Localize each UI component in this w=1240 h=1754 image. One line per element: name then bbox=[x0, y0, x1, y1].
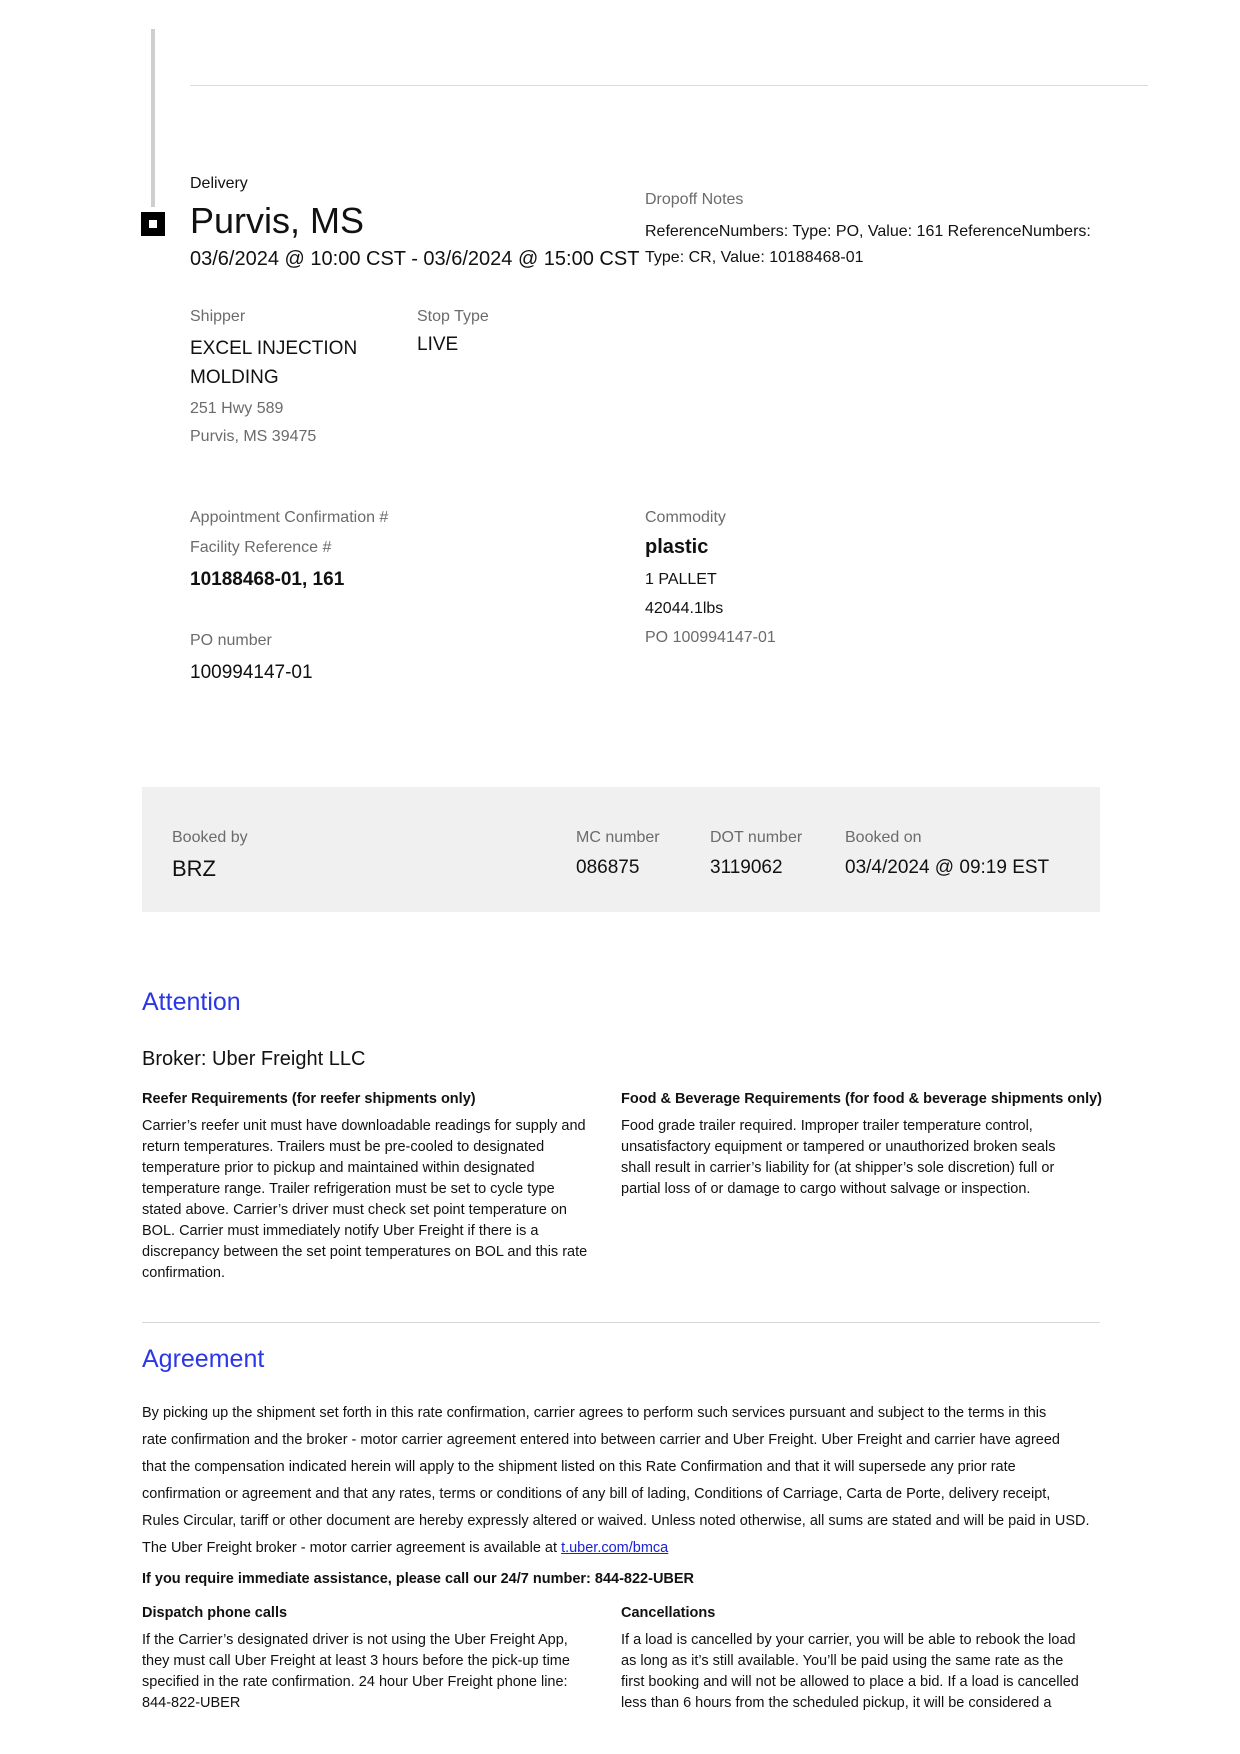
mc-number-label: MC number bbox=[576, 829, 660, 846]
agreement-line: By picking up the shipment set forth in this rate confirmation, carrier agrees to perform such services pursuant and subject to the terms in this bbox=[142, 1405, 1047, 1421]
cancellation-line: If a load is cancelled by your carrier, you will be able to rebook the load bbox=[621, 1632, 1076, 1648]
cancellations-title: Cancellations bbox=[621, 1605, 716, 1621]
stop-type-value: LIVE bbox=[417, 334, 459, 355]
stop-city: Purvis, MS bbox=[190, 200, 365, 241]
food-line: partial loss of or damage to cargo without salvage or inspection. bbox=[621, 1181, 1031, 1197]
cancellations-text bbox=[621, 1630, 1079, 1714]
stop-window: 03/6/2024 @ 10:00 CST - 03/6/2024 @ 15:00 CST bbox=[190, 248, 640, 270]
top-divider bbox=[190, 85, 1148, 86]
dropoff-notes bbox=[645, 219, 1091, 271]
reefer-line: temperature prior to pickup and maintained within designated bbox=[142, 1160, 535, 1176]
food-beverage-requirements bbox=[621, 1116, 1055, 1200]
commodity-quantity: 1 PALLET bbox=[645, 571, 717, 588]
dispatch-title: Dispatch phone calls bbox=[142, 1605, 288, 1621]
reefer-title: Reefer Requirements (for reefer shipments only) bbox=[142, 1091, 476, 1107]
shipper-name-line: EXCEL INJECTION bbox=[190, 338, 358, 359]
reefer-line: BOL. Carrier must immediately notify Uber Freight if there is a bbox=[142, 1223, 539, 1239]
po-label: PO number bbox=[190, 632, 272, 649]
reefer-line: discrepancy between the set point temperatures on BOL and this rate bbox=[142, 1244, 588, 1260]
dispatch-line: If the Carrier’s designated driver is not using the Uber Freight App, bbox=[142, 1632, 568, 1648]
shipper-label: Shipper bbox=[190, 308, 246, 325]
reefer-line: return temperatures. Trailers must be pre-cooled to designated bbox=[142, 1139, 545, 1155]
po-value: 100994147-01 bbox=[190, 662, 313, 683]
dropoff-notes-label: Dropoff Notes bbox=[645, 191, 744, 208]
food-beverage-title: Food & Beverage Requirements (for food & beverage shipments only) bbox=[621, 1091, 1102, 1107]
booked-by-value: BRZ bbox=[172, 856, 216, 881]
shipper-name-line: MOLDING bbox=[190, 367, 279, 388]
stop-type-label: Delivery bbox=[190, 175, 248, 192]
agreement-line bbox=[142, 1535, 1090, 1562]
bmca-link[interactable]: t.uber.com/bmca bbox=[561, 1540, 669, 1556]
food-line: unsatisfactory equipment or tampered or unauthorized broken seals bbox=[621, 1139, 1056, 1155]
booking-summary bbox=[142, 787, 1100, 912]
agreement-line: rate confirmation and the broker - motor carrier agreement entered into between carrier and Uber Freight. Uber Freight and carrier have agreed bbox=[142, 1432, 1060, 1448]
commodity-po: PO 100994147-01 bbox=[645, 629, 776, 646]
agreement-line: that the compensation indicated herein will apply to the shipment listed on this Rate Confirmation and that it will supersede any prior rate bbox=[142, 1459, 1016, 1475]
dropoff-notes-line: ReferenceNumbers: Type: PO, Value: 161 ReferenceNumbers: bbox=[645, 223, 1091, 240]
address-line: 251 Hwy 589 bbox=[190, 400, 284, 417]
shipper-address bbox=[190, 395, 316, 451]
cancellation-line: less than 6 hours from the scheduled pickup, it will be considered a bbox=[621, 1695, 1052, 1711]
agreement-title: Agreement bbox=[142, 1345, 265, 1373]
agreement-text bbox=[142, 1400, 1090, 1562]
reefer-line: confirmation. bbox=[142, 1265, 226, 1281]
agreement-line: Rules Circular, tariff or other document are hereby expressly altered or waived. Unless noted otherwise, all sums are stated and will be paid in USD. bbox=[142, 1513, 1090, 1529]
dispatch-line: they must call Uber Freight at least 3 hours before the pick-up time bbox=[142, 1653, 570, 1669]
cancellation-line: as long as it’s still available. You’ll be paid using the same rate as the bbox=[621, 1653, 1064, 1669]
dot-number-value: 3119062 bbox=[710, 857, 783, 878]
commodity-name: plastic bbox=[645, 536, 709, 558]
stop-marker-icon bbox=[141, 212, 165, 236]
commodity-weight: 42044.1lbs bbox=[645, 600, 724, 617]
agreement-line: confirmation or agreement and that any rates, terms or conditions of any bill of lading, Conditions of Carriage, Carta de Porte, delivery receipt, bbox=[142, 1486, 1051, 1502]
facility-label: Facility Reference # bbox=[190, 539, 332, 556]
dispatch-line: 844-822-UBER bbox=[142, 1695, 241, 1711]
food-line: shall result in carrier’s liability for (at shipper’s sole discretion) full or bbox=[621, 1160, 1055, 1176]
timeline-line bbox=[151, 29, 155, 207]
broker-name: Broker: Uber Freight LLC bbox=[142, 1048, 366, 1070]
dropoff-notes-line: Type: CR, Value: 10188468-01 bbox=[645, 249, 864, 266]
section-divider bbox=[142, 1322, 1100, 1323]
agreement-link-prefix: The Uber Freight broker - motor carrier agreement is available at bbox=[142, 1540, 562, 1556]
dispatch-line: specified in the rate confirmation. 24 hour Uber Freight phone line: bbox=[142, 1674, 568, 1690]
assistance-line: If you require immediate assistance, please call our 24/7 number: 844-822-UBER bbox=[142, 1571, 695, 1587]
facility-value: 10188468-01, 161 bbox=[190, 569, 345, 590]
food-line: Food grade trailer required. Improper trailer temperature control, bbox=[621, 1118, 1033, 1134]
cancellation-line: first booking and will not be allowed to place a bid. If a load is cancelled bbox=[621, 1674, 1079, 1690]
commodity-label: Commodity bbox=[645, 509, 726, 526]
booked-on-label: Booked on bbox=[845, 829, 922, 846]
address-line: Purvis, MS 39475 bbox=[190, 428, 317, 445]
reefer-line: Carrier’s reefer unit must have downloadable readings for supply and bbox=[142, 1118, 586, 1134]
appointment-label: Appointment Confirmation # bbox=[190, 509, 389, 526]
mc-number-value: 086875 bbox=[576, 857, 640, 878]
dispatch-text bbox=[142, 1630, 570, 1714]
dot-number-label: DOT number bbox=[710, 829, 803, 846]
attention-title: Attention bbox=[142, 988, 241, 1016]
reefer-line: stated above. Carrier’s driver must check set point temperature on bbox=[142, 1202, 567, 1218]
booked-by-label: Booked by bbox=[172, 829, 248, 846]
reefer-line: temperature range. Trailer refrigeration must be set to cycle type bbox=[142, 1181, 555, 1197]
booked-on-value: 03/4/2024 @ 09:19 EST bbox=[845, 857, 1050, 878]
shipper-name bbox=[190, 334, 357, 392]
reefer-requirements bbox=[142, 1116, 587, 1284]
stop-type-field-label: Stop Type bbox=[417, 308, 489, 325]
